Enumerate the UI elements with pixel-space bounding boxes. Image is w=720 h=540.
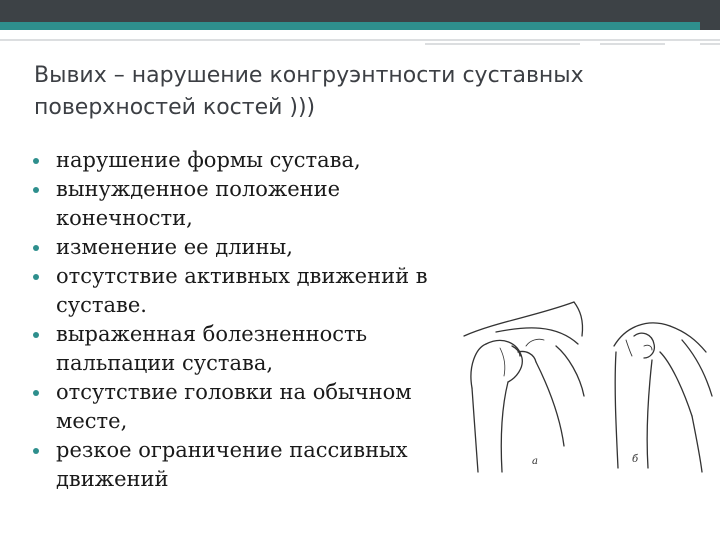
list-item-text: изменение ее длины,	[56, 235, 293, 259]
list-item	[30, 320, 490, 378]
list-item-text: резкое ограничение пассивных	[56, 438, 408, 462]
bullet-dot-icon	[33, 332, 39, 338]
list-item-text: выраженная болезненность	[56, 322, 368, 346]
list-item-text: нарушение формы сустава,	[56, 148, 361, 172]
bullet-dot-icon	[33, 245, 39, 251]
list-item-text-cont: движений	[56, 467, 169, 491]
figure-label-a: а	[532, 456, 538, 467]
bullet-dot-icon	[33, 187, 39, 193]
bullet-dot-icon	[33, 448, 39, 454]
list-item-text: отсутствие головки на обычном	[56, 380, 412, 404]
shoulder-dislocated-drawing	[614, 323, 712, 472]
list-item-text-cont: конечности,	[56, 206, 193, 230]
symptom-list	[30, 146, 490, 494]
header-accent-lines	[0, 0, 720, 60]
list-item	[30, 175, 490, 233]
figure-label-b: б	[632, 454, 639, 465]
list-item-text-cont: пальпации сустава,	[56, 351, 274, 375]
list-item	[30, 262, 490, 320]
shoulder-normal-drawing	[464, 302, 584, 472]
list-item	[30, 378, 490, 436]
list-item-text-cont: суставе.	[56, 293, 147, 317]
list-item	[30, 436, 490, 494]
list-item-text-cont: месте,	[56, 409, 128, 433]
list-item-text: вынужденное положение	[56, 177, 341, 201]
bullet-dot-icon	[33, 390, 39, 396]
slide-title-line-1: Вывих – нарушение конгруэнтности суставных	[34, 63, 584, 88]
shoulder-dislocation-illustration	[456, 296, 720, 486]
list-item-text: отсутствие активных движений в	[56, 264, 428, 288]
slide-title-line-2: поверхностей костей )))	[34, 95, 316, 120]
slide-title	[34, 60, 694, 124]
list-item	[30, 233, 490, 262]
bullet-dot-icon	[33, 158, 39, 164]
list-item	[30, 146, 490, 175]
bullet-dot-icon	[33, 274, 39, 280]
